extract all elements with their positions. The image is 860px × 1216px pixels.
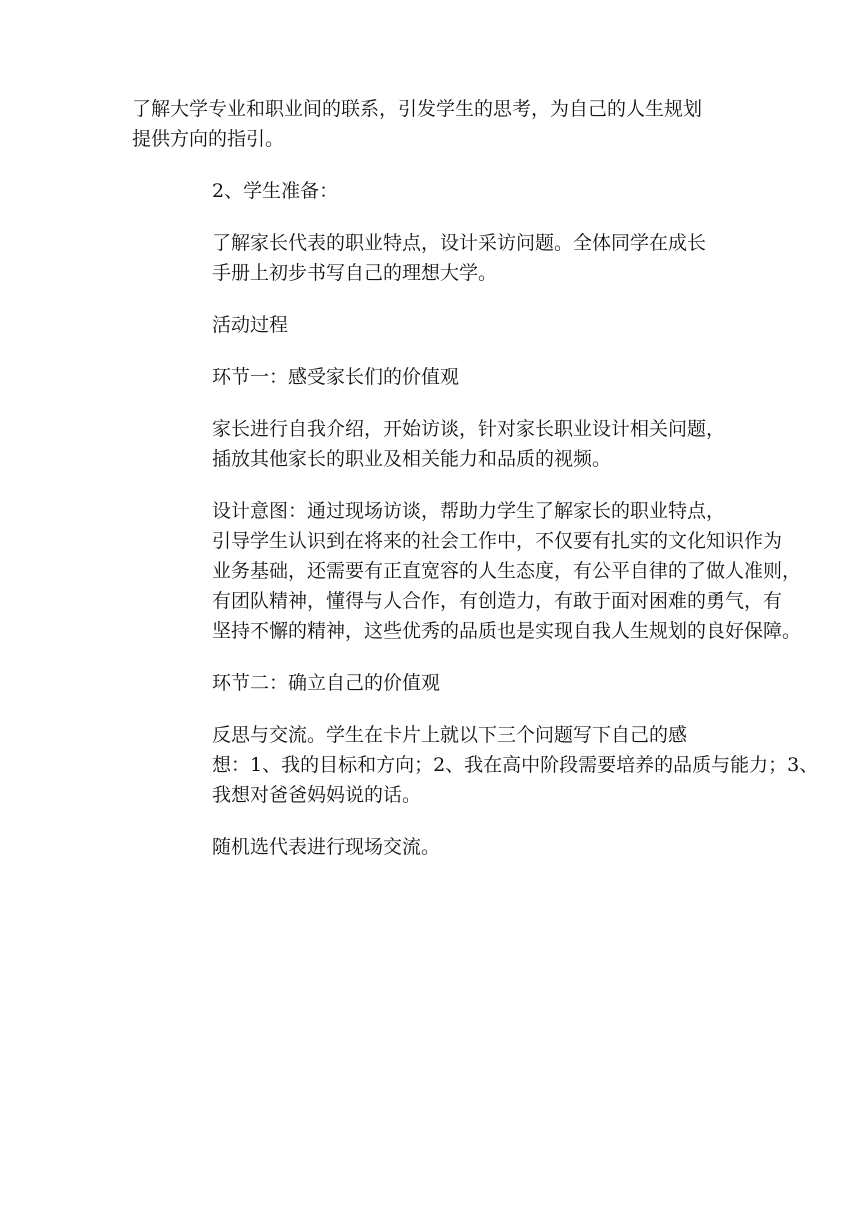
text-line: 反思与交流。学生在卡片上就以下三个问题写下自己的感 [212, 724, 688, 746]
text-line: 2、学生准备： [212, 180, 339, 202]
paragraph-random-exchange [132, 832, 732, 862]
text-line: 家长进行自我介绍，开始访谈，针对家长职业设计相关问题， [212, 418, 726, 440]
document-page [132, 94, 819, 884]
heading-student-preparation [132, 176, 732, 206]
text-line: 设计意图：通过现场访谈，帮助力学生了解家长的职业特点， [212, 500, 726, 522]
heading-stage-one [132, 362, 732, 392]
paragraph-parent-interview [132, 414, 732, 474]
paragraph-student-preparation [132, 228, 732, 288]
paragraph-intro-continuation [132, 94, 732, 154]
text-line: 环节二：确立自己的价值观 [212, 672, 441, 694]
text-line: 引导学生认识到在将来的社会工作中，不仅要有扎实的文化知识作为 [212, 530, 783, 552]
text-line: 活动过程 [212, 314, 289, 336]
text-line: 想：1、我的目标和方向；2、我在高中阶段需要培养的品质与能力；3、 [212, 754, 819, 776]
text-line: 随机选代表进行现场交流。 [212, 836, 441, 858]
heading-activity-process [132, 310, 732, 340]
text-line: 了解大学专业和职业间的联系，引发学生的思考，为自己的人生规划 [132, 98, 703, 120]
text-line: 了解家长代表的职业特点，设计采访问题。全体同学在成长 [212, 232, 707, 254]
heading-stage-two [132, 668, 732, 698]
paragraph-reflection [132, 720, 819, 810]
text-line: 手册上初步书写自己的理想大学。 [212, 262, 498, 284]
text-line: 插放其他家长的职业及相关能力和品质的视频。 [212, 448, 612, 470]
text-line: 环节一：感受家长们的价值观 [212, 366, 460, 388]
text-line: 坚持不懈的精神，这些优秀的品质也是实现自我人生规划的良好保障。 [212, 620, 802, 642]
text-line: 提供方向的指引。 [132, 128, 285, 150]
text-line: 我想对爸爸妈妈说的话。 [212, 784, 422, 806]
text-line: 业务基础，还需要有正直宽容的人生态度，有公平自律的了做人准则， [212, 560, 802, 582]
text-line: 有团队精神，懂得与人合作，有创造力，有敢于面对困难的勇气，有 [212, 590, 783, 612]
paragraph-design-intent [132, 496, 802, 646]
